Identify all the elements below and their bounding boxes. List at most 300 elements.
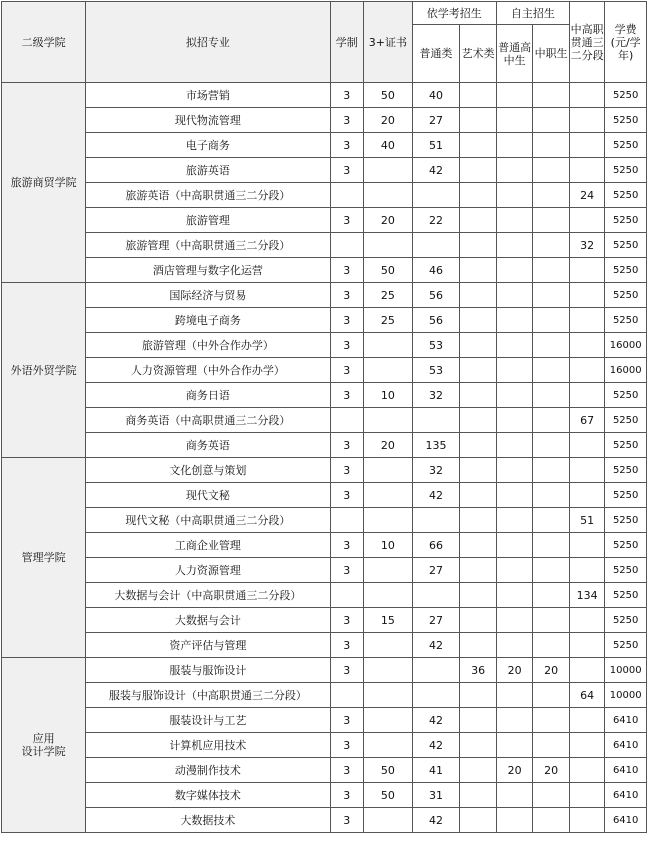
putong-cell: 53 [412,358,460,383]
putong-cell: 42 [412,733,460,758]
header-major: 拟招专业 [86,2,330,83]
yishu-cell [460,133,497,158]
major-cell: 酒店管理与数字化运营 [86,258,330,283]
zhonggao-cell [569,258,604,283]
yishu-cell [460,358,497,383]
putong-cell: 31 [412,783,460,808]
table-row [2,233,647,258]
table-body [2,83,647,833]
putong-cell: 42 [412,483,460,508]
zhonggao-cell [569,133,604,158]
putong-cell: 27 [412,608,460,633]
major-cell: 大数据与会计（中高职贯通三二分段） [86,583,330,608]
duration-cell: 3 [330,633,363,658]
gaozhong-cell [496,258,533,283]
duration-cell [330,583,363,608]
putong-cell: 22 [412,208,460,233]
zhongzhi-cell: 20 [533,658,570,683]
table-row [2,508,647,533]
zhongzhi-cell: 20 [533,758,570,783]
gaozhong-cell [496,408,533,433]
putong-cell [412,583,460,608]
gaozhong-cell [496,808,533,833]
major-cell: 资产评估与管理 [86,633,330,658]
fee-cell: 16000 [605,358,647,383]
zhongzhi-cell [533,283,570,308]
table-row [2,308,647,333]
zhonggao-cell [569,558,604,583]
duration-cell [330,408,363,433]
three-plus-cell: 10 [364,533,413,558]
putong-cell: 27 [412,108,460,133]
gaozhong-cell: 20 [496,658,533,683]
yishu-cell [460,83,497,108]
header-zhongzhi: 中职生 [533,25,570,83]
header-fee: 学费(元/学年) [605,2,647,83]
zhongzhi-cell [533,133,570,158]
table-row [2,183,647,208]
duration-cell: 3 [330,808,363,833]
zhonggao-cell [569,758,604,783]
zhongzhi-cell [533,483,570,508]
yishu-cell [460,583,497,608]
yishu-cell [460,108,497,133]
gaozhong-cell [496,483,533,508]
fee-cell: 5250 [605,133,647,158]
zhonggao-cell [569,308,604,333]
major-cell: 跨境电子商务 [86,308,330,333]
duration-cell: 3 [330,333,363,358]
zhongzhi-cell [533,233,570,258]
yishu-cell [460,208,497,233]
gaozhong-cell [496,183,533,208]
three-plus-cell [364,658,413,683]
yishu-cell [460,808,497,833]
fee-cell: 5250 [605,283,647,308]
duration-cell: 3 [330,608,363,633]
gaozhong-cell [496,133,533,158]
yishu-cell [460,608,497,633]
zhongzhi-cell [533,208,570,233]
putong-cell: 66 [412,533,460,558]
zhonggao-cell [569,433,604,458]
fee-cell: 5250 [605,208,647,233]
three-plus-cell: 25 [364,308,413,333]
gaozhong-cell [496,333,533,358]
table-row [2,533,647,558]
major-cell: 动漫制作技术 [86,758,330,783]
table-row [2,433,647,458]
zhonggao-cell [569,108,604,133]
table-row [2,133,647,158]
header-college: 二级学院 [2,2,86,83]
three-plus-cell [364,708,413,733]
fee-cell: 6410 [605,708,647,733]
major-cell: 大数据技术 [86,808,330,833]
zhonggao-cell [569,783,604,808]
gaozhong-cell [496,233,533,258]
duration-cell: 3 [330,133,363,158]
putong-cell: 27 [412,558,460,583]
yishu-cell [460,258,497,283]
putong-cell [412,183,460,208]
header-gaozhong: 普通高中生 [496,25,533,83]
duration-cell: 3 [330,483,363,508]
zhongzhi-cell [533,183,570,208]
zhongzhi-cell [533,558,570,583]
major-cell: 人力资源管理 [86,558,330,583]
three-plus-cell: 50 [364,783,413,808]
fee-cell: 5250 [605,258,647,283]
zhongzhi-cell [533,733,570,758]
three-plus-cell [364,333,413,358]
zhonggao-cell [569,333,604,358]
table-row [2,83,647,108]
header-yishu: 艺术类 [460,25,497,83]
header-duration: 学制 [330,2,363,83]
gaozhong-cell [496,358,533,383]
zhongzhi-cell [533,358,570,383]
zhongzhi-cell [533,583,570,608]
table-row [2,483,647,508]
table-row [2,808,647,833]
zhonggao-cell [569,608,604,633]
zhonggao-cell [569,158,604,183]
putong-cell: 56 [412,283,460,308]
three-plus-cell: 20 [364,433,413,458]
zhonggao-cell [569,808,604,833]
table-row [2,283,647,308]
header-zhonggao: 中高职贯通三二分段 [569,2,604,83]
zhongzhi-cell [533,783,570,808]
college-cell: 旅游商贸学院 [2,83,86,283]
major-cell: 服装与服饰设计 [86,658,330,683]
gaozhong-cell [496,708,533,733]
table-row [2,458,647,483]
putong-cell: 53 [412,333,460,358]
major-cell: 服装设计与工艺 [86,708,330,733]
duration-cell: 3 [330,108,363,133]
duration-cell: 3 [330,383,363,408]
table-row [2,258,647,283]
duration-cell: 3 [330,758,363,783]
fee-cell: 5250 [605,408,647,433]
yishu-cell [460,758,497,783]
yishu-cell [460,233,497,258]
three-plus-cell: 25 [364,283,413,308]
fee-cell: 5250 [605,433,647,458]
yishu-cell [460,533,497,558]
putong-cell [412,683,460,708]
gaozhong-cell [496,608,533,633]
zhonggao-cell: 51 [569,508,604,533]
zhongzhi-cell [533,258,570,283]
three-plus-cell: 10 [364,383,413,408]
major-cell: 文化创意与策划 [86,458,330,483]
gaozhong-cell [496,458,533,483]
college-cell: 外语外贸学院 [2,283,86,458]
three-plus-cell [364,358,413,383]
zhonggao-cell [569,733,604,758]
college-cell: 管理学院 [2,458,86,658]
yishu-cell [460,408,497,433]
fee-cell: 6410 [605,758,647,783]
putong-cell [412,233,460,258]
major-cell: 旅游英语（中高职贯通三二分段） [86,183,330,208]
zhongzhi-cell [533,333,570,358]
zhonggao-cell [569,283,604,308]
table-row [2,633,647,658]
zhongzhi-cell [533,533,570,558]
fee-cell: 5250 [605,608,647,633]
yishu-cell: 36 [460,658,497,683]
major-cell: 大数据与会计 [86,608,330,633]
table-row [2,383,647,408]
putong-cell: 46 [412,258,460,283]
major-cell: 商务英语 [86,433,330,458]
yishu-cell [460,783,497,808]
gaozhong-cell [496,308,533,333]
duration-cell: 3 [330,283,363,308]
yishu-cell [460,733,497,758]
yishu-cell [460,483,497,508]
gaozhong-cell [496,283,533,308]
gaozhong-cell [496,108,533,133]
putong-cell: 42 [412,708,460,733]
putong-cell: 135 [412,433,460,458]
header-three-plus: 3+证书 [364,2,413,83]
fee-cell: 5250 [605,158,647,183]
zhongzhi-cell [533,308,570,333]
three-plus-cell [364,158,413,183]
zhonggao-cell: 64 [569,683,604,708]
table-row [2,658,647,683]
major-cell: 数字媒体技术 [86,783,330,808]
fee-cell: 5250 [605,383,647,408]
admissions-table [1,1,647,833]
zhonggao-cell [569,483,604,508]
gaozhong-cell [496,383,533,408]
zhonggao-cell [569,658,604,683]
gaozhong-cell [496,83,533,108]
zhongzhi-cell [533,608,570,633]
duration-cell [330,233,363,258]
putong-cell [412,508,460,533]
table-row [2,108,647,133]
three-plus-cell [364,458,413,483]
three-plus-cell [364,808,413,833]
major-cell: 旅游管理（中外合作办学） [86,333,330,358]
gaozhong-cell [496,158,533,183]
putong-cell: 32 [412,383,460,408]
yishu-cell [460,708,497,733]
zhonggao-cell [569,208,604,233]
three-plus-cell: 20 [364,208,413,233]
table-row [2,333,647,358]
gaozhong-cell [496,208,533,233]
putong-cell [412,408,460,433]
duration-cell: 3 [330,433,363,458]
three-plus-cell [364,408,413,433]
yishu-cell [460,633,497,658]
major-cell: 市场营销 [86,83,330,108]
fee-cell: 5250 [605,558,647,583]
fee-cell: 6410 [605,808,647,833]
yishu-cell [460,683,497,708]
fee-cell: 10000 [605,658,647,683]
zhonggao-cell [569,458,604,483]
three-plus-cell [364,683,413,708]
zhongzhi-cell [533,808,570,833]
gaozhong-cell [496,783,533,808]
duration-cell [330,183,363,208]
duration-cell: 3 [330,658,363,683]
duration-cell: 3 [330,783,363,808]
duration-cell: 3 [330,708,363,733]
zhonggao-cell: 32 [569,233,604,258]
table-row [2,683,647,708]
major-cell: 现代物流管理 [86,108,330,133]
three-plus-cell: 50 [364,83,413,108]
yishu-cell [460,508,497,533]
putong-cell: 56 [412,308,460,333]
yishu-cell [460,158,497,183]
major-cell: 商务英语（中高职贯通三二分段） [86,408,330,433]
zhongzhi-cell [533,408,570,433]
zhonggao-cell: 24 [569,183,604,208]
putong-cell: 40 [412,83,460,108]
zhonggao-cell [569,358,604,383]
zhonggao-cell [569,383,604,408]
table-row [2,608,647,633]
three-plus-cell: 50 [364,258,413,283]
three-plus-cell [364,733,413,758]
three-plus-cell [364,558,413,583]
fee-cell: 5250 [605,183,647,208]
table-row [2,408,647,433]
zhongzhi-cell [533,158,570,183]
gaozhong-cell [496,733,533,758]
zhongzhi-cell [533,508,570,533]
table-row [2,583,647,608]
putong-cell [412,658,460,683]
duration-cell: 3 [330,458,363,483]
gaozhong-cell [496,633,533,658]
major-cell: 现代文秘 [86,483,330,508]
gaozhong-cell [496,558,533,583]
major-cell: 现代文秘（中高职贯通三二分段） [86,508,330,533]
fee-cell: 16000 [605,333,647,358]
zhongzhi-cell [533,83,570,108]
yishu-cell [460,558,497,583]
gaozhong-cell [496,533,533,558]
fee-cell: 5250 [605,233,647,258]
gaozhong-cell: 20 [496,758,533,783]
major-cell: 工商企业管理 [86,533,330,558]
duration-cell: 3 [330,158,363,183]
three-plus-cell: 40 [364,133,413,158]
three-plus-cell [364,508,413,533]
fee-cell: 5250 [605,308,647,333]
yishu-cell [460,458,497,483]
gaozhong-cell [496,508,533,533]
zhonggao-cell [569,708,604,733]
duration-cell: 3 [330,83,363,108]
zhonggao-cell: 134 [569,583,604,608]
major-cell: 电子商务 [86,133,330,158]
fee-cell: 5250 [605,583,647,608]
three-plus-cell [364,583,413,608]
zhongzhi-cell [533,433,570,458]
major-cell: 计算机应用技术 [86,733,330,758]
fee-cell: 5250 [605,83,647,108]
table-row [2,158,647,183]
putong-cell: 32 [412,458,460,483]
gaozhong-cell [496,583,533,608]
three-plus-cell: 15 [364,608,413,633]
three-plus-cell [364,233,413,258]
zhongzhi-cell [533,108,570,133]
zhongzhi-cell [533,708,570,733]
zhongzhi-cell [533,383,570,408]
three-plus-cell: 50 [364,758,413,783]
zhongzhi-cell [533,683,570,708]
three-plus-cell [364,483,413,508]
major-cell: 旅游管理（中高职贯通三二分段） [86,233,330,258]
three-plus-cell [364,633,413,658]
fee-cell: 6410 [605,783,647,808]
zhonggao-cell [569,633,604,658]
major-cell: 人力资源管理（中外合作办学） [86,358,330,383]
table-row [2,733,647,758]
duration-cell [330,683,363,708]
major-cell: 商务日语 [86,383,330,408]
yishu-cell [460,383,497,408]
major-cell: 旅游英语 [86,158,330,183]
header-zizhu: 自主招生 [496,2,569,25]
table-row [2,358,647,383]
duration-cell [330,508,363,533]
fee-cell: 5250 [605,533,647,558]
gaozhong-cell [496,683,533,708]
fee-cell: 6410 [605,733,647,758]
duration-cell: 3 [330,533,363,558]
yishu-cell [460,333,497,358]
zhonggao-cell [569,533,604,558]
three-plus-cell: 20 [364,108,413,133]
yishu-cell [460,433,497,458]
header-xuekao: 依学考招生 [412,2,496,25]
putong-cell: 42 [412,158,460,183]
header-putong: 普通类 [412,25,460,83]
fee-cell: 10000 [605,683,647,708]
major-cell: 服装与服饰设计（中高职贯通三二分段） [86,683,330,708]
fee-cell: 5250 [605,633,647,658]
gaozhong-cell [496,433,533,458]
fee-cell: 5250 [605,508,647,533]
table-row [2,558,647,583]
fee-cell: 5250 [605,483,647,508]
zhonggao-cell [569,83,604,108]
putong-cell: 41 [412,758,460,783]
three-plus-cell [364,183,413,208]
table-row [2,208,647,233]
duration-cell: 3 [330,558,363,583]
table-row [2,758,647,783]
zhongzhi-cell [533,458,570,483]
fee-cell: 5250 [605,458,647,483]
putong-cell: 42 [412,808,460,833]
